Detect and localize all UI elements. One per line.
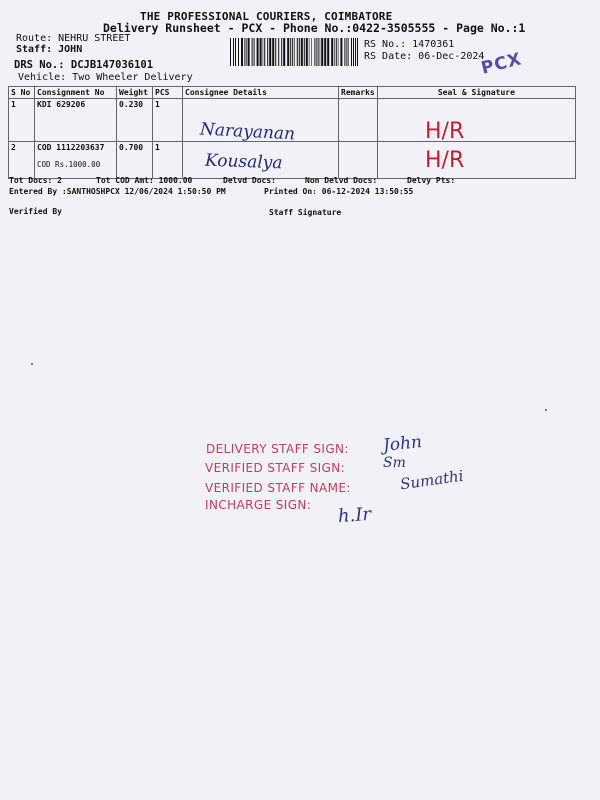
barcode-bar [254,38,255,66]
barcode-bar [246,38,247,66]
handwritten-consignee: Kousalya [204,150,283,174]
barcode-bar [334,38,335,66]
drs-number: DRS No.: DCJB147036101 [14,59,154,71]
cell-consignment [35,142,117,179]
non-delvd-docs: Non Delvd Docs: [305,176,378,185]
barcode-bar [252,38,253,66]
cell-signature [377,142,575,179]
speck [545,409,547,411]
barcode-bar [264,38,265,66]
barcode-bar [338,38,339,66]
delvy-pts: Delvy Pts: [407,176,456,185]
barcode-bar [327,38,329,66]
barcode-bar [355,38,356,66]
signature-incharge: h.Ir [337,503,372,528]
staff-signature-label: Staff Signature [269,208,342,217]
barcode-bar [316,38,317,66]
barcode-bar [299,38,300,66]
col-header: Consignment No [35,87,117,99]
cell-pcs: 1 [153,142,183,179]
col-header: Weight [117,87,153,99]
barcode-bar [244,38,245,66]
entered-by: Entered By :SANTHOSHPCX 12/06/2024 1:50:50 PM [9,187,226,196]
barcode-bar [357,38,358,66]
cell-sno: 1 [9,99,35,142]
runsheet-title: Delivery Runsheet - PCX - Phone No.:0422-3505555 - Page No.:1 [103,21,526,35]
barcode-bar [321,38,323,66]
staff-label: Staff: JOHN [16,44,83,55]
barcode-bar [238,38,239,66]
cell-sno: 2 [9,142,35,179]
barcode-bar [281,38,282,66]
barcode-bar [306,38,308,66]
cell-remarks [339,142,378,179]
stamp-delivery-staff-sign: DELIVERY STAFF SIGN: [206,442,349,456]
handwritten-consignee: Narayanan [199,119,296,145]
pcx-stamp: PCX [479,49,524,79]
company-name: THE PROFESSIONAL COURIERS, COIMBATORE [140,10,393,23]
barcode-bar [309,38,310,66]
col-header: Consignee Details [183,87,339,99]
barcode-bar [257,38,259,66]
barcode-bar [297,38,298,66]
speck [31,363,33,365]
col-header: PCS [153,87,183,99]
barcode-bar [269,38,271,66]
barcode-bar [353,38,354,66]
consignment-number: COD 1112203637 [37,143,105,152]
handwritten-signature: H/R [425,119,465,144]
barcode-bar [260,38,262,66]
barcode-bar [267,38,268,66]
barcode-bar [248,38,250,66]
barcode-bar [235,38,236,66]
cell-weight: 0.700 [117,142,153,179]
barcode-bar [324,38,326,66]
cell-signature [377,99,575,142]
stamp-verified-staff-name: VERIFIED STAFF NAME: [205,481,351,495]
barcode-image [230,38,358,66]
barcode-bar [292,38,293,66]
barcode-bar [331,38,333,66]
table-header-row [9,87,576,99]
barcode-bar [230,38,231,66]
barcode-bar [278,38,279,66]
barcode-bar [301,38,303,66]
signature-verified: Sm [383,455,406,471]
tot-cod: Tot COD Amt: 1000.00 [96,176,193,185]
barcode-bar [346,38,347,66]
barcode-bar [318,38,319,66]
barcode-bar [351,38,352,66]
barcode-bar [294,38,295,66]
table-row [9,142,576,179]
barcode-bar [304,38,305,66]
printed-on: Printed On: 06-12-2024 13:50:55 [264,187,414,196]
barcode-bar [314,38,315,66]
signature-name: Sumathi [399,466,465,494]
barcode-bar [344,38,345,66]
barcode-bar [283,38,285,66]
route-label: Route: NEHRU STREET [16,33,131,44]
col-header: Remarks [339,87,378,99]
barcode-bar [275,38,276,66]
barcode-bar [263,38,264,66]
stamp-verified-staff-sign: VERIFIED STAFF SIGN: [205,461,346,475]
barcode-bar [336,38,337,66]
stamp-incharge-sign: INCHARGE SIGN: [205,498,312,512]
barcode-bar [287,38,289,66]
tot-docs: Tot Docs: 2 [9,176,62,185]
barcode-bar [290,38,291,66]
cell-pcs: 1 [153,99,183,142]
rs-date: RS Date: 06-Dec-2024 [364,51,485,62]
vehicle-label: Vehicle: Two Wheeler Delivery [18,72,193,83]
cod-amount: COD Rs.1000.00 [37,160,101,169]
cell-consignment: KDI 629206 [35,99,117,142]
col-header: S No [9,87,35,99]
barcode-bar [340,38,342,66]
barcode-bar [311,38,312,66]
barcode-bar [272,38,274,66]
cell-weight: 0.230 [117,99,153,142]
cell-remarks [339,99,378,142]
barcode-bar [233,38,234,66]
col-header: Seal & Signature [377,87,575,99]
barcode-bar [320,38,321,66]
barcode-bar [348,38,349,66]
handwritten-signature: H/R [425,148,465,173]
rs-number: RS No.: 1470361 [364,39,455,50]
verified-by-label: Verified By [9,207,62,216]
signature-delivery: John [382,432,423,456]
barcode-bar [241,38,243,66]
delvd-docs: Delvd Docs: [223,176,276,185]
